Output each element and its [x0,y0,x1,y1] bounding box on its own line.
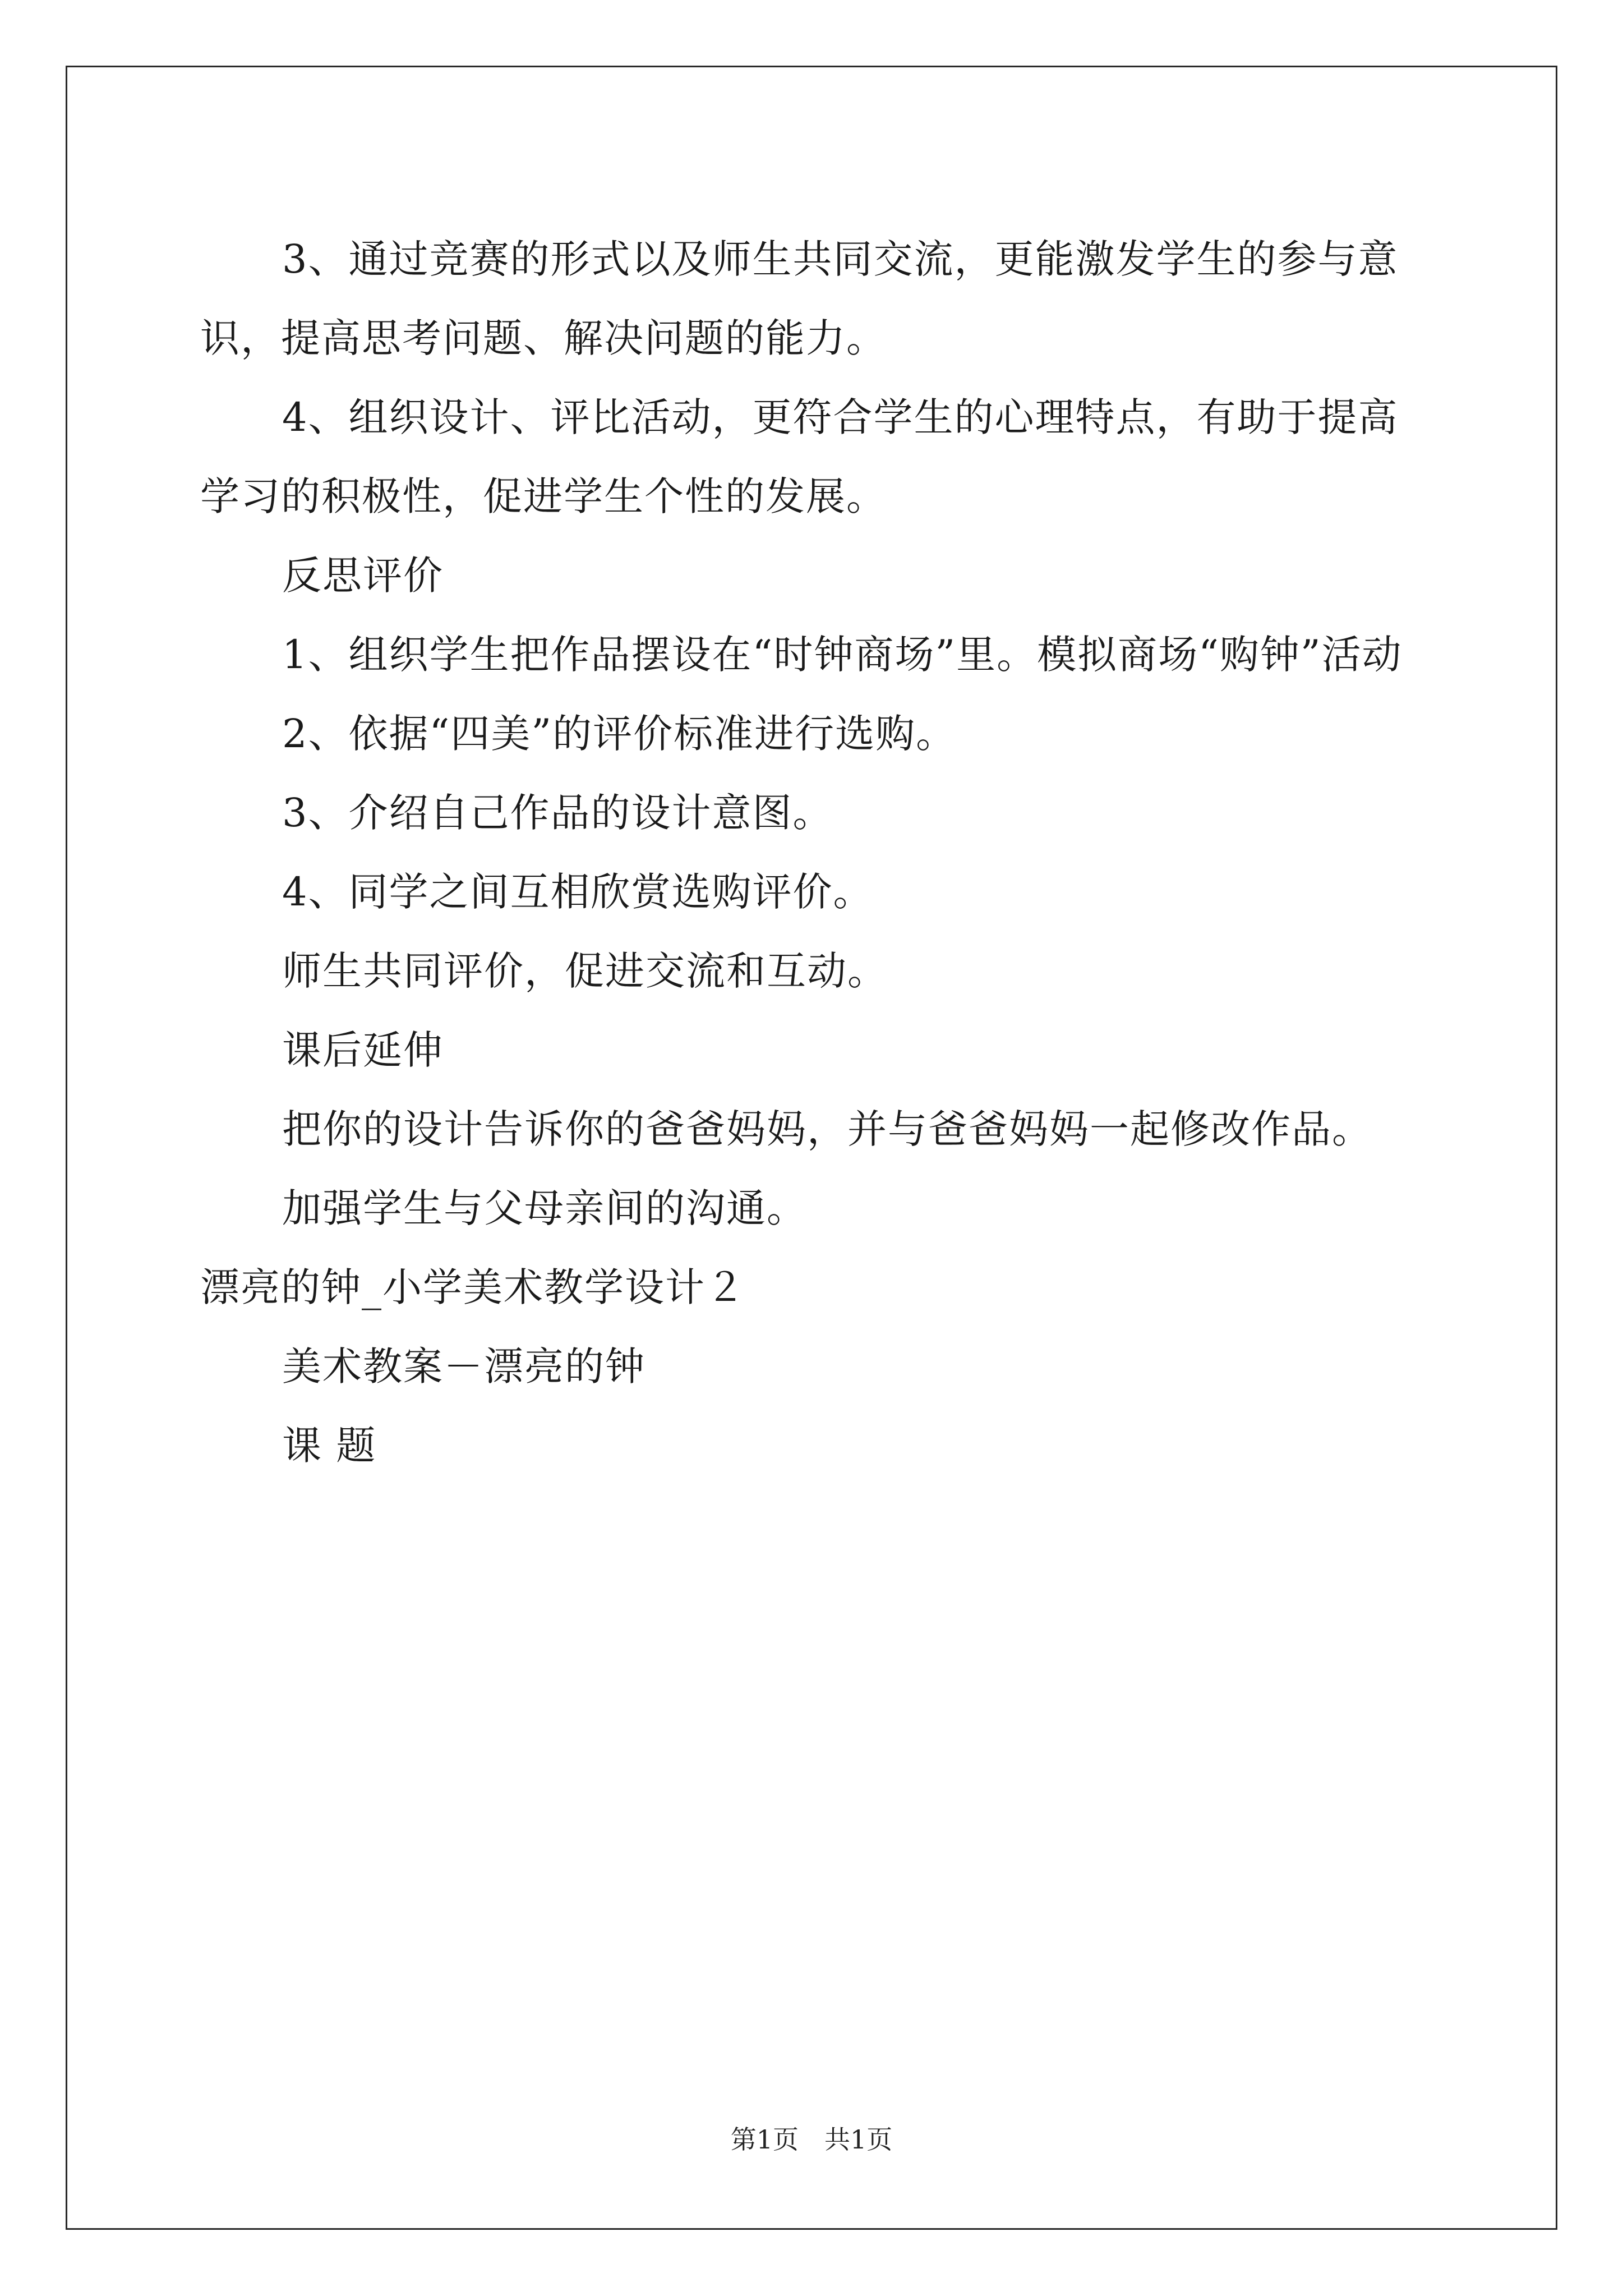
document-title-2: 漂亮的钟_小学美术教学设计２ [200,1264,746,1310]
section-heading-reflection: 反思评价 [282,553,444,599]
page-number: 第1页 [730,2124,799,2155]
paragraph-item-3: 3、通过竞赛的形式以及师生共同交流，更能激发学生的参与意识，提高思考问题、解决问题的能力。 [200,236,1399,361]
paragraph-item-4: 4、组织设计、评比活动，更符合学生的心理特点，有助于提高学习的积极性，促进学生个性的发展。 [200,394,1399,519]
page-footer [0,2123,1623,2156]
paragraph-extension-task: 把你的设计告诉你的爸爸妈妈，并与爸爸妈妈一起修改作品。 [282,1106,1372,1152]
paragraph-extension-goal: 加强学生与父母亲间的沟通。 [282,1185,807,1231]
lesson-plan-title: 美术教案－漂亮的钟 [282,1343,645,1389]
document-body [200,220,1423,1485]
paragraph-reflection-2: 2、依据“四美”的评价标准进行选购。 [282,711,957,757]
lesson-topic-label: 课 题 [282,1423,377,1469]
paragraph-reflection-4: 4、同学之间互相欣赏选购评价。 [282,869,874,915]
page-total: 共1页 [824,2124,893,2155]
paragraph-reflection-3: 3、介绍自己作品的设计意图。 [282,790,833,836]
paragraph-reflection-summary: 师生共同评价，促进交流和互动。 [282,948,888,994]
section-heading-extension: 课后延伸 [282,1027,444,1073]
paragraph-reflection-1: 1、组织学生把作品摆设在“时钟商场”里。模拟商场“购钟”活动 [282,632,1403,678]
